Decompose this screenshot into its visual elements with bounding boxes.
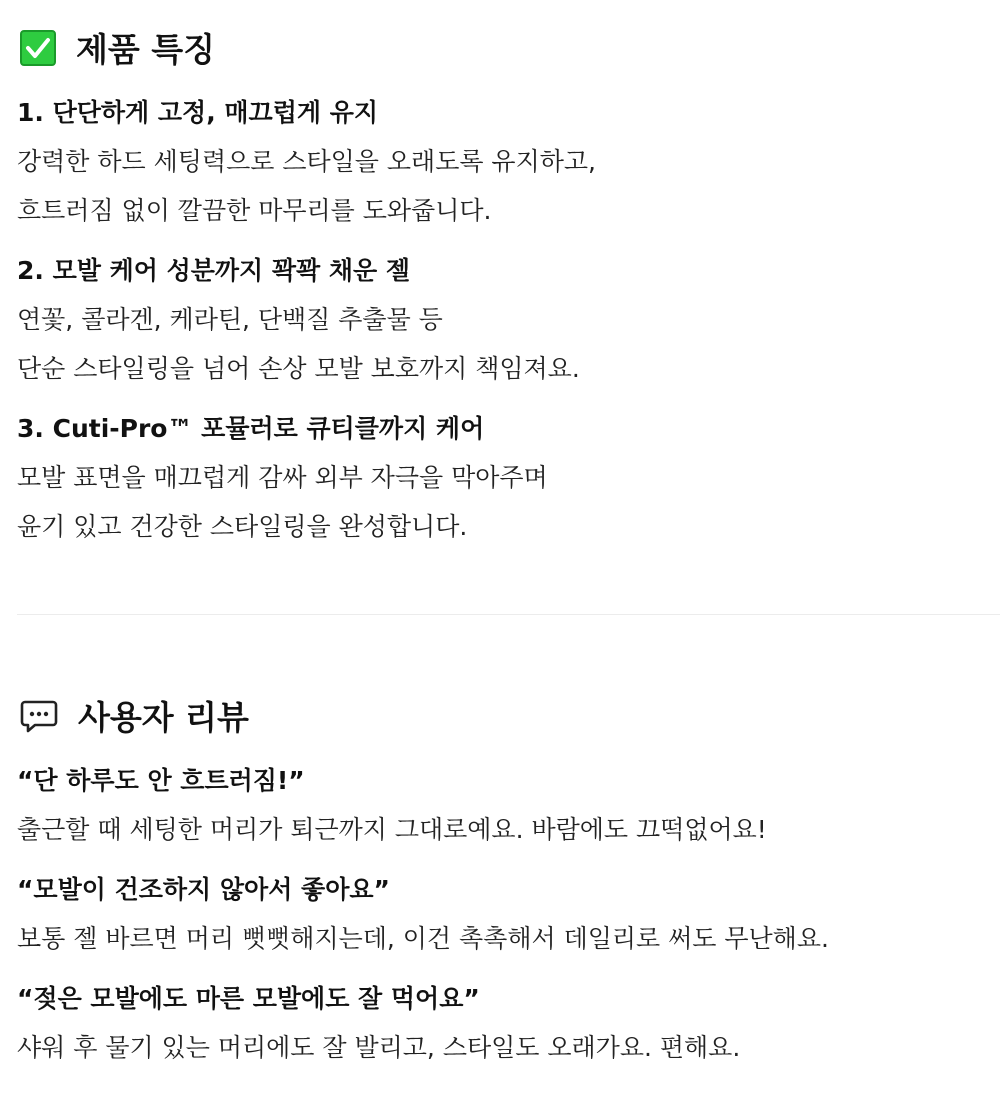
feature-line-3a: 모발 표면을 매끄럽게 감싸 외부 자극을 막아주며 <box>17 463 548 492</box>
speech-bubble-icon <box>20 698 58 734</box>
review-text-3: 샤워 후 물기 있는 머리에도 잘 발리고, 스타일도 오래가요. 편해요. <box>17 1033 741 1062</box>
feature-heading-2: 2. 모발 케어 성분까지 꽉꽉 채운 젤 <box>17 256 411 285</box>
feature-line-2b: 단순 스타일링을 넘어 손상 모발 보호까지 책임져요. <box>17 354 580 383</box>
features-section-title <box>20 24 215 71</box>
feature-line-1b: 흐트러짐 없이 깔끔한 마무리를 도와줍니다. <box>17 196 492 225</box>
feature-line-1a: 강력한 하드 세팅력으로 스타일을 오래도록 유지하고, <box>17 147 596 176</box>
feature-heading-3: 3. Cuti-Pro™ 포뮬러로 큐티클까지 케어 <box>17 414 485 443</box>
review-quote-1: “단 하루도 안 흐트러짐!” <box>17 766 305 795</box>
review-quote-2: “모발이 건조하지 않아서 좋아요” <box>17 875 390 904</box>
review-text-2: 보통 젤 바르면 머리 뻣뻣해지는데, 이건 촉촉해서 데일리로 써도 무난해요. <box>17 924 829 953</box>
features-title-text: 제품 특징 <box>76 30 216 69</box>
reviews-section-title <box>20 692 249 739</box>
feature-line-3b: 윤기 있고 건강한 스타일링을 완성합니다. <box>17 512 468 541</box>
review-text-1: 출근할 때 세팅한 머리가 퇴근까지 그대로예요. 바람에도 끄떡없어요! <box>17 815 767 844</box>
checkbox-checked-icon <box>20 30 56 66</box>
feature-line-2a: 연꽃, 콜라겐, 케라틴, 단백질 추출물 등 <box>17 305 443 334</box>
reviews-title-text: 사용자 리뷰 <box>78 698 249 737</box>
section-divider <box>17 614 1000 615</box>
review-quote-3: “젖은 모발에도 마른 모발에도 잘 먹어요” <box>17 984 480 1013</box>
feature-heading-1: 1. 단단하게 고정, 매끄럽게 유지 <box>17 98 379 127</box>
